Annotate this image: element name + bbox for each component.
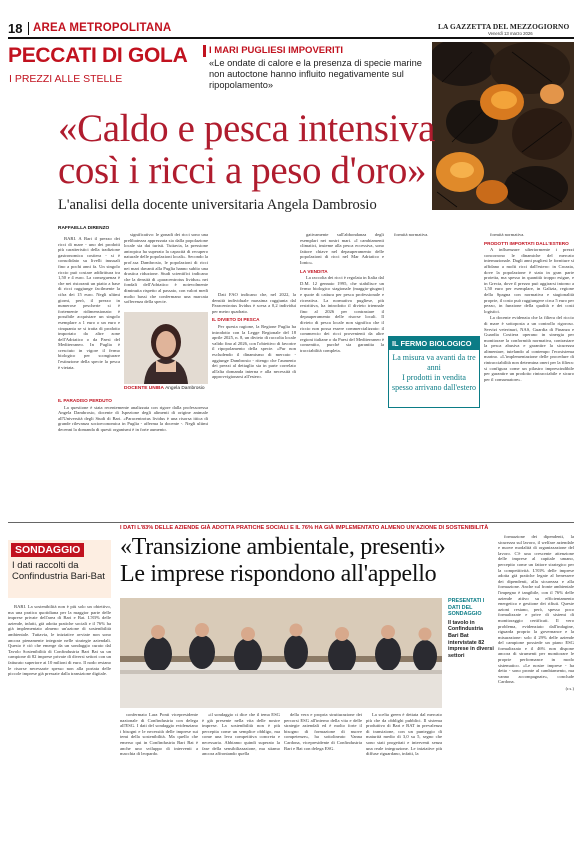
byline: RAFFAELLA DIRENZO xyxy=(58,226,110,231)
article2-col4-body: della vera e propria strutturazione dei percorsi ESG all'interno della vita e delle strategie aziendali ed è molto forte il bisogno di formazione di nuove competenze», ha sottolineato Vanna Cardona, vicepresidente di Confindustria Bari e Bat con delega ESG. xyxy=(284,712,362,751)
article1-col5-body: formità normativa. xyxy=(394,232,429,237)
article1-col6-body2: A influenzare ulteriormente i prezzi concorrono le dinamiche del mercato internazionale. Dagli anni pugliesi le forniture si affidano a molti ricci dall'estero: in Croazia, dove la popolazione è stata in gran parte protetta, ma spesso in quantità troppo esigue, e in Grecia, dove il prezzo può aggirarsi intorno a 1,50 euro per esemplare, in Galizia, regione della Spagna con normativa e stagionalità proprie, il costo può raggiungere circa 5 euro per pezzo, in funzione della qualità e dei costi logistici. xyxy=(484,247,574,314)
portrait-photo xyxy=(124,312,208,384)
article1-col2-body: significativo: le gonadi dei ricci sono una prelibatezza apprezzata sia dalla popolazione locale sia dai turisti. Tuttavia, la pressione antropica ha superato la capacità di recupero naturale delle popolazioni locali». Secondo la prof.ssa Dambrosio, le popolazioni di ricci nei mari davanti alla Puglia hanno subìto una drastica riduzione. Studi scientifici indicano che la densità di «paracentrotus lividus» nei fondali dell'Adriatico è notevolmente diminuita rispetto al passato, con valori medi molto bassi che confermano una marcata sofferenza della specie. xyxy=(124,232,208,305)
rubric-subtitle: I PREZZI ALLE STELLE xyxy=(9,73,123,85)
fermo-box xyxy=(388,336,480,408)
kicker-bar xyxy=(203,45,206,57)
article2-col2 xyxy=(120,712,198,834)
meeting-photo xyxy=(120,598,442,708)
portrait-caption xyxy=(124,386,205,391)
article1-col4 xyxy=(300,232,384,516)
article2-col6 xyxy=(498,534,574,834)
article2-top-rule xyxy=(8,522,574,523)
article1-col5b xyxy=(388,412,476,516)
fermo-box-line3: spesso arrivano dall'estero xyxy=(391,383,477,392)
article1-col1-body: La questione è stata recentemente analizzata con rigore dalla professoressa Angela Dambrosio, docente di Ispezione degli alimenti di origine animale all'Università degli Studi di Bari. «Paracentrotus lividus è una risorsa ittica di grande rilevanza socioeconomica in Puglia - afferma la docente -. Negli ultimi decenni la domanda di questi organismi è in forte aumento. xyxy=(58,404,208,432)
article2-col3-body: «il sondaggio ci dice che il tema ESG è già presente nella vita delle nostre imprese. La sostenibilità non è più percepita come un semplice obbligo, ma come una leva competitiva concreta e necessaria. Abbiamo quindi superato la fase della sensibilizzazione, ma stiamo ancora affrontando quella xyxy=(202,712,280,757)
main-subhead: L'analisi della docente universitaria Angela Dambrosio xyxy=(58,197,377,213)
divieto-subhead: IL DIVIETO DI PESCA xyxy=(212,317,260,323)
portrait-illustration xyxy=(124,312,208,384)
importati-subhead: PRODOTTI IMPORTATI DALL'ESTERO xyxy=(484,240,569,246)
article1-col1 xyxy=(58,236,120,396)
article1-col4-body: gativamente sull'abbondanza degli esemplari nei nostri mari. «I cambiamenti climatici, insieme alla pesca eccessiva, sono fattore chiave nel depauperamento delle popolazioni di ricci nel Mar Adriatico e Ionio». xyxy=(300,232,384,265)
article2-col1 xyxy=(8,604,111,834)
fermo-box-line1: La misura va avanti da tre anni xyxy=(392,353,476,372)
paradiso-subhead: IL PARADISO PERDUTO xyxy=(58,398,112,403)
side-caption xyxy=(448,598,494,659)
sea-urchin-photo xyxy=(432,42,574,210)
article1-col6-body: formità normativa. xyxy=(490,232,525,237)
page-number: 18 xyxy=(8,21,23,36)
fermo-box-line2: I prodotti in vendita xyxy=(402,373,466,382)
article2-col5 xyxy=(366,712,442,834)
side-caption-title: PRESENTATI I DATI DEL SONDAGGIO xyxy=(448,598,485,618)
header-rule xyxy=(8,37,574,39)
side-caption-body: Il tavolo in Confindustria Bari Bat intervistate 82 imprese in diversi settori xyxy=(448,619,494,659)
kicker-quote: «Le ondate di calore e la presenza di specie marine non autoctone hanno influito negativamente sul ripopolamento» xyxy=(209,58,422,90)
meeting-illustration xyxy=(120,598,442,708)
sondaggio-badge xyxy=(8,540,111,598)
article1-col4-body2: La raccolta dei ricci è regolata in Italia dal D.M. 12 gennaio 1995, che stabilisce un fermo biologico stagionale (maggio-giugno) e quote di cattura per pesca professionale e ricreativa. La normativa pugliese, più restrittiva, ha introdotto il divieto triennale fino al 2026 per contrastare il depauperamento delle risorse locali. Il divieto di pesca locale non significa che il riccio non possa essere commercializzato: il commercio dei ricci provenienti da altre regioni italiane o da Paesi del Mediterraneo è consentito, purché sia garantita la tracciabilità completa. xyxy=(300,275,384,353)
article1-col3-body: Dati FAO indicano che, nel 2022, la densità individuale massima raggiunta dal Paracentrotus lividus è scesa a 0,2 individui per metro quadrato. xyxy=(212,292,296,314)
article1-col6-body3: La docente evidenzia che la filiera del riccio di mare è sottoposta a un controllo rigoroso. Servizi veterinari, NAS, Guardia di Finanza e Guardia Costiera operano in sinergia per monitorare la conformità normativa, contrastare la pesca abusiva e garantire la sicurezza alimentare, tutelando al contempo l'ecosistema marino. «L'implementazione delle procedure di rintracciabilità non determina oneri per la filiera: si configura come un pilastro imprescindibile per garantire un prodotto rintracciabile e sicuro per il consumatore». xyxy=(484,315,574,382)
masthead: LA GAZZETTA DEL MEZZOGIORNO xyxy=(438,22,570,31)
article1-col3 xyxy=(212,232,296,516)
caption-label: DOCENTE UNIBA xyxy=(124,386,164,391)
article2-col5-body: La scelta green è dettata dal mercato più che da obblighi pubblici. Il sistema produttivo di Bari e BAT in prevalenza di transizione, con un punteggio di maturità medio di 3,0 su 5, segno che sono stati progettati e interventi senza una reale integrazione. Le iniziative più diffuse riguardano, infatti, la xyxy=(366,712,442,757)
main-headline-line2: così i ricci a peso d'oro» xyxy=(58,149,427,192)
article1-col3-body2: Per questa ragione, la Regione Puglia ha introdotto con la Legge Regionale del 18 aprile 2025, n. 8, un divieto di raccolta locale valido fino al 2026, con l'obiettivo di favorire il ripopolamento della specie. «Pur non escludendo il dinamismo di mercato - aggiunge Dambrosio - ritengo che l'aumento dei prezzi al dettaglio sia in parte correlato all'alta domanda interna e alla necessità di approvvigionarsi all'estero. xyxy=(212,323,296,380)
article2-topbar: I DATI L'83% DELLE AZIENDE GIÀ ADOTTA PRATICHE SOCIALI E IL 76% HA GIÀ IMPLEMENTATO ALMENO UN'AZIONE DI SOSTENIBILITÀ xyxy=(120,525,489,531)
article2-col3 xyxy=(202,712,280,834)
kicker-label: I MARI PUGLIESI IMPOVERITI xyxy=(209,45,344,56)
article2-headline-line1: «Transizione ambientale, presenti» xyxy=(120,534,446,560)
sea-urchin-illustration xyxy=(432,42,574,210)
article2-col2-body: confermato Lara Ponti vicepresidente nazionale di Confindustria con delega all'ESG. I dati del sondaggio evidenziano i bisogni e le necessità delle imprese sui temi della sostenibilità. Ma quello che emerso qui in Confindustria Bari Bat è anche uno sviluppo di interventi a macchia di leopardo. xyxy=(120,712,198,757)
article1-col2 xyxy=(124,232,208,312)
sondaggio-sub: I dati raccolti da Confindustria Bari-Bat xyxy=(12,560,105,582)
article2-col1-body: BARI. La sostenibilità non è più solo un obiettivo, ma una pratica quotidiana per la maggior parte delle imprese private dell'area di Bari e Bat. L'83% delle aziende, infatti, già adotta pratiche sociali e il 76% ha già implementato almeno un'azione di sostenibilità ambientale. Tuttavia, le iniziative avviate non sono ancora pienamente integrate nelle strategie aziendali. Questo è ciò che emerge da un sondaggio curato dal Tavolo Sostenibilità di Confindustria Bari Bat su un campione di 82 imprese private di diversi settori con un fatturato superiore ai 10 milioni di euro. Il nodo restano le risorse necessarie spesso non alla portata delle piccole imprese già pressate dalla transizione digitale. xyxy=(8,604,111,677)
article1-col6 xyxy=(484,232,574,516)
issue-date: Venerdì 13 marzo 2026 xyxy=(488,31,533,36)
vendita-subhead: LA VENDITA xyxy=(300,268,328,274)
article2-signoff: (r.s.) xyxy=(565,686,574,692)
header-separator xyxy=(28,22,29,35)
rubric-title: PECCATI DI GOLA xyxy=(8,44,188,67)
fermo-box-title: IL FERMO BIOLOGICO xyxy=(389,337,479,350)
article1-col1-lead: BARI. A Bari il prezzo dei ricci di mare - uno dei prodotti più caratteristici della tradizione gastronomica costiera - si è consolidato su livelli inusuali fino a pochi anni fa. Un singolo riccio può costare addirittura tra 1,50 e 4 euro. La conseguenza è che nei ristoranti un piatto a base di ricci raggiunge facilmente la cifra dei 15 euro. Negli ultimi giorni, però, il prezzo in numerose pescherie si è fortemente ridimensionato: è possibile acquistare un singolo esemplare a 1 euro o un euro e cinquanta se si tratta di prodotto importato da altre zone dell'Adriatico o da Paesi del Mediterraneo. In Puglia è cresciuto in vigore il fermo biologico per scongiurare l'estinzione della specie la pesca è vietata. xyxy=(58,236,120,370)
caption-name: Angela Dambrosio xyxy=(165,386,205,391)
sondaggio-label: SONDAGGIO xyxy=(11,543,84,557)
section-title: AREA METROPOLITANA xyxy=(33,22,172,34)
article2-col6-body: formazione dei dipendenti, la sicurezza sul lavoro, il welfare aziendale e nuove modalità di organizzazione del lavoro. C'è una crescente attenzione delle imprese al capitale umano, percepito come un fattore strategico per la competitività. L'83% delle imprese adotta già pratiche legate al benessere dei dipendenti, alla sicurezza e alla formazione. Anche sul fronte ambientale l'impegno è tangibile, con il 76% delle aziende attivo su efficientamento energetico e gestione dei rifiuti. Queste azioni restano, però, spesso poco formalizzate e prive di sistemi di monitoraggio certificati. Il vero problema, evidenziato dall'indagine, riguarda proprio la governance e la misurazione: solo il 29% delle aziende del campione possiede un piano ESG formalizzato e il 46% non dispone ancora di strumenti per monitorare le proprie performance in modo sistematico. «Le nostre imprese - ha detto - sono pronte al cambiamento, ma vanno accompagnate», conclude Cardona. xyxy=(498,534,574,685)
main-headline-line1: «Caldo e pesca intensiva xyxy=(58,107,436,150)
article1-col5 xyxy=(388,232,476,332)
article2-headline-line2: Le imprese rispondono all'appello xyxy=(120,561,437,587)
article2-col4 xyxy=(284,712,362,834)
